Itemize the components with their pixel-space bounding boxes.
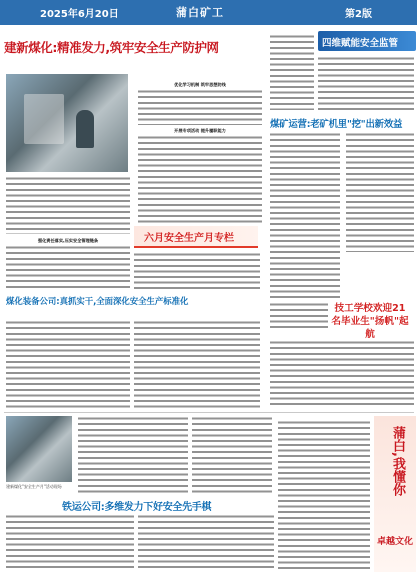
lead-photo — [6, 74, 128, 172]
edition-label: 第2版 — [345, 9, 372, 20]
issue-date: 2025年6月20日 — [40, 9, 119, 20]
masthead: 蒲白矿工 — [176, 6, 224, 19]
safety-month-banner — [134, 226, 258, 248]
article-sub1: 优化学习机制 筑牢思想防线 — [174, 82, 226, 87]
lead-headline: 建新煤化:精准发力,筑牢安全生产防护网 — [4, 40, 219, 55]
article-text — [270, 340, 414, 408]
article-text — [318, 56, 414, 110]
event-photo — [6, 416, 72, 482]
ceyu-headline: 煤矿运营:老矿机里"挖"出新效益 — [270, 119, 403, 130]
article-text — [138, 135, 262, 225]
kids-title: 技工学校欢迎21名毕业生"扬帆"起航 — [331, 303, 409, 340]
kids-headline — [330, 302, 410, 341]
article-text — [134, 252, 260, 290]
lead-sub1: 强化责任落实,压实安全管理链条 — [37, 238, 99, 243]
photo-caption: 建新煤化"安全生产月"活动现场 — [6, 484, 62, 489]
sidebar-title: 蒲白,我懂你 — [390, 426, 405, 496]
article-text — [270, 34, 314, 110]
sidebar-column — [374, 416, 416, 572]
guard-title: 四维赋能安全监管 — [322, 38, 399, 49]
article-text — [138, 514, 274, 570]
article-text — [134, 320, 260, 408]
article-text — [78, 416, 188, 496]
article-text — [138, 89, 262, 125]
article-text — [192, 416, 272, 496]
article-text — [6, 320, 130, 408]
lead-body — [6, 245, 130, 290]
weihua-headline: 煤化装备公司:真抓实干,全面深化安全生产标准化 — [6, 296, 189, 306]
safety-month-title: 六月安全生产月专栏 — [144, 233, 234, 244]
lead-body — [6, 176, 130, 234]
article-text — [278, 420, 370, 570]
sidebar-column-label: 卓越文化 — [376, 537, 413, 547]
article-text — [270, 132, 340, 298]
divider — [4, 412, 414, 413]
article-text — [346, 132, 414, 252]
page-header — [0, 0, 417, 25]
article-text — [270, 302, 328, 330]
guard-banner — [318, 31, 416, 51]
tieyun-headline: 铁运公司:多维发力下好安全先手棋 — [62, 502, 212, 513]
article-text — [6, 514, 134, 570]
article-sub2: 开展专项活动 提升履职能力 — [174, 128, 226, 133]
